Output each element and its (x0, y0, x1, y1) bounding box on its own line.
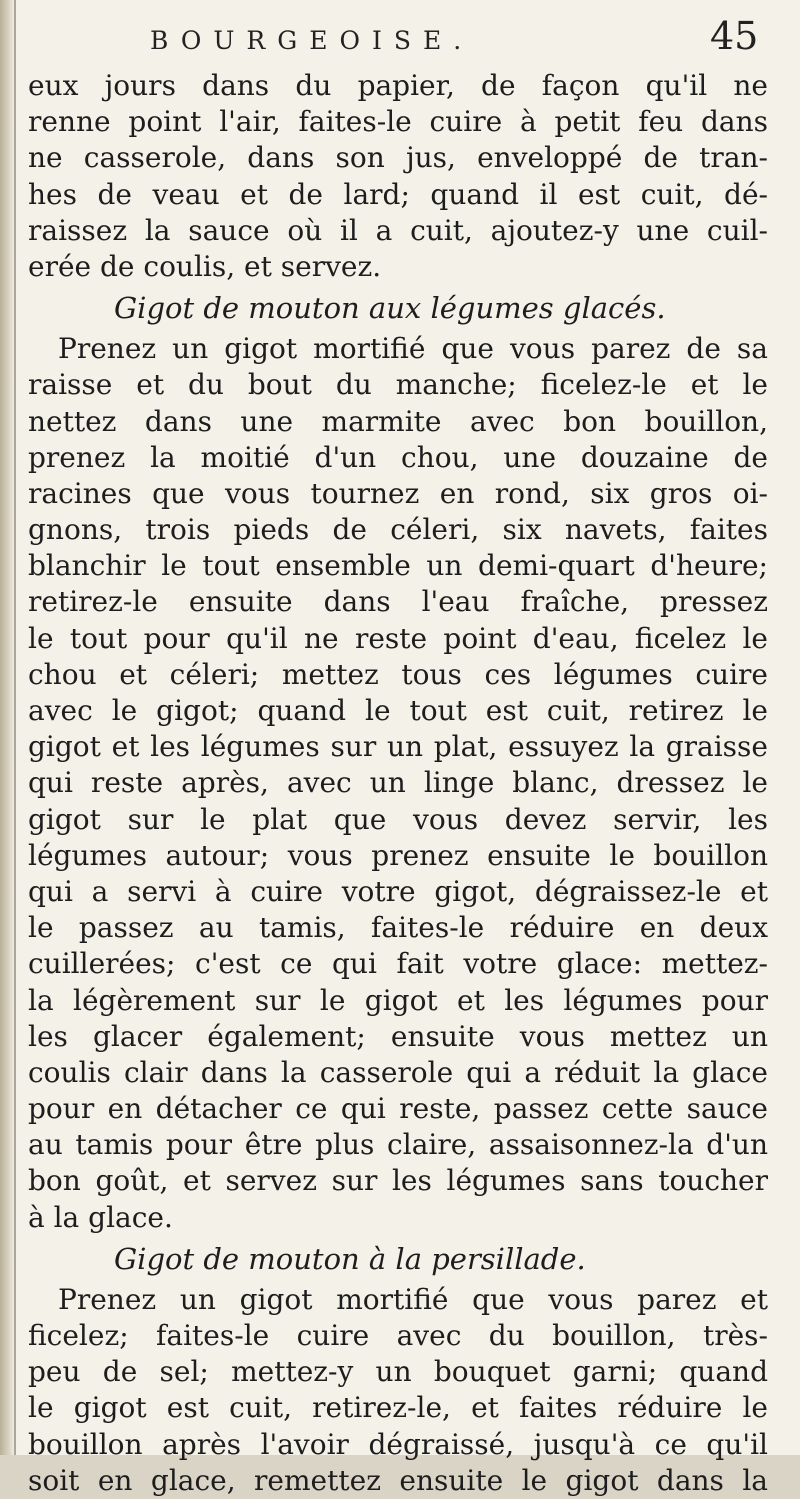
text-line: nettez dans une marmite avec bon bouillon, (28, 404, 768, 438)
gutter-edge (14, 0, 16, 1455)
text-line: Prenez un gigot mortifié que vous parez de sa (58, 332, 768, 366)
text-line: raissez la sauce où il a cuit, ajoutez-y une cuil- (28, 213, 768, 247)
text-line: racines que vous tournez en rond, six gros oi- (28, 476, 768, 510)
text-line: le gigot est cuit, retirez-le, et faites réduire le (28, 1391, 768, 1425)
text-line: bouillon après l'avoir dégraissé, jusqu'à ce qu'il (28, 1427, 768, 1461)
text-line: légumes autour; vous prenez ensuite le bouillon (28, 838, 768, 872)
text-line: avec le gigot; quand le tout est cuit, retirez le (28, 694, 768, 727)
page-gutter (0, 0, 14, 1455)
recipe-paragraph (28, 1282, 768, 1499)
text-line: ficelez; faites-le cuire avec du bouillon, très- (28, 1319, 768, 1352)
text-line: eux jours dans du papier, de façon qu'il ne (28, 69, 768, 102)
text-line: à la glace. (28, 1200, 173, 1234)
text-line: renne point l'air, faites-le cuire à petit feu dans (28, 105, 768, 139)
running-title: BOURGEOISE. (150, 26, 474, 55)
text-line: retirez-le ensuite dans l'eau fraîche, pressez (28, 585, 768, 619)
text-line: le passez au tamis, faites-le réduire en deux (28, 911, 768, 945)
section-heading: Gigot de mouton à la persillade. (114, 1241, 586, 1276)
text-line: erée de coulis, et servez. (28, 249, 382, 283)
text-line: qui reste après, avec un linge blanc, dressez le (28, 766, 768, 800)
text-line: cuillerées; c'est ce qui fait votre glace: mettez- (28, 947, 768, 981)
text-line: raisse et du bout du manche; ficelez-le et le (28, 368, 768, 402)
text-line: Prenez un gigot mortifié que vous parez et (58, 1282, 768, 1316)
text-line: gigot et les légumes sur un plat, essuyez la graisse (28, 730, 768, 764)
text-line: les glacer également; ensuite vous mettez un (28, 1019, 768, 1053)
text-line: pour en détacher ce qui reste, passez cette sauce (28, 1092, 768, 1126)
text-line: au tamis pour être plus claire, assaisonnez-la d'un (28, 1128, 768, 1162)
text-line: le tout pour qu'il ne reste point d'eau, ficelez le (28, 621, 768, 655)
text-line: coulis clair dans la casserole qui a réduit la glace (28, 1055, 768, 1089)
text-line: bon goût, et servez sur les légumes sans toucher (28, 1164, 768, 1198)
page-number: 45 (710, 14, 759, 58)
text-line: qui a servi à cuire votre gigot, dégraissez-le et (28, 874, 768, 908)
text-line: gigot sur le plat que vous devez servir, les (28, 802, 768, 836)
page-header (150, 14, 770, 64)
text-line: ne casserole, dans son jus, enveloppé de tran- (28, 141, 768, 175)
text-line: gnons, trois pieds de céleri, six navets, faites (28, 513, 768, 547)
recipe-paragraph (28, 331, 768, 1236)
text-line: soit en glace, remettez ensuite le gigot dans la (28, 1463, 768, 1497)
intro-paragraph (28, 68, 768, 285)
text-line: la légèrement sur le gigot et les légumes pour (28, 983, 768, 1017)
text-line: hes de veau et de lard; quand il est cuit, dé- (28, 177, 768, 211)
text-line: prenez la moitié d'un chou, une douzaine de (28, 440, 768, 474)
text-line: chou et céleri; mettez tous ces légumes cuire (28, 657, 768, 691)
text-line: peu de sel; mettez-y un bouquet garni; quand (28, 1355, 768, 1389)
text-line: blanchir le tout ensemble un demi-quart d'heure; (28, 549, 768, 583)
section-heading: Gigot de mouton aux légumes glacés. (114, 291, 666, 326)
page-text (28, 68, 768, 1499)
